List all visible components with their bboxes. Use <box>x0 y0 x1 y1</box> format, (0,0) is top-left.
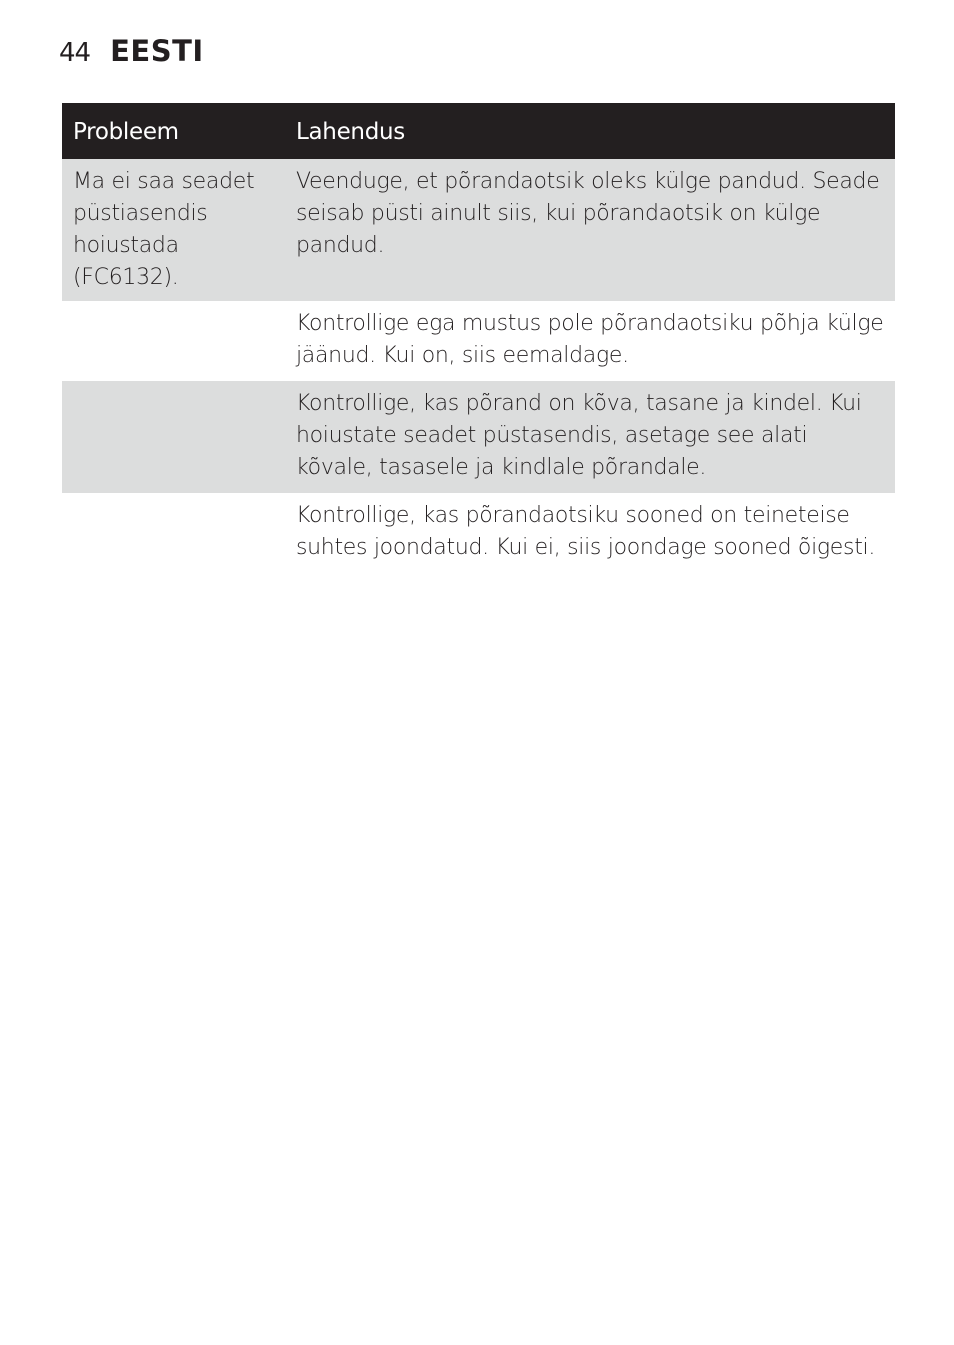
solution-cell: Veenduge, et põrandaotsik oleks külge pandud. Seade seisab püsti ainult siis, kui põrandaotsik on külge pandud. <box>296 169 880 258</box>
troubleshooting-table <box>62 103 895 605</box>
problem-cell: Ma ei saa seadet püstiasendis hoiustada (FC6132). <box>73 169 255 290</box>
problem-cell <box>62 301 296 381</box>
solution-cell: Kontrollige, kas põrand on kõva, tasane ja kindel. Kui hoiustate seadet püstasendis, asetage see alati kõvale, tasasele ja kindlale põrandale. <box>296 391 862 480</box>
table-row <box>62 493 895 605</box>
solution-cell: Kontrollige, kas põrandaotsiku sooned on teineteise suhtes joondatud. Kui ei, siis joondage sooned õigesti. <box>296 503 876 560</box>
page-number: 44 <box>59 38 91 68</box>
table-row <box>62 381 895 493</box>
table-row <box>62 301 895 381</box>
problem-cell <box>62 381 296 493</box>
table-row <box>62 159 895 301</box>
section-title: EESTI <box>110 34 204 68</box>
solution-cell: Kontrollige ega mustus pole põrandaotsiku põhja külge jäänud. Kui on, siis eemaldage. <box>296 311 884 368</box>
page-header <box>59 34 204 68</box>
column-header-solution: Lahendus <box>296 119 405 145</box>
problem-cell <box>62 493 296 605</box>
table-header-row <box>62 103 895 159</box>
column-header-problem: Probleem <box>73 119 179 145</box>
